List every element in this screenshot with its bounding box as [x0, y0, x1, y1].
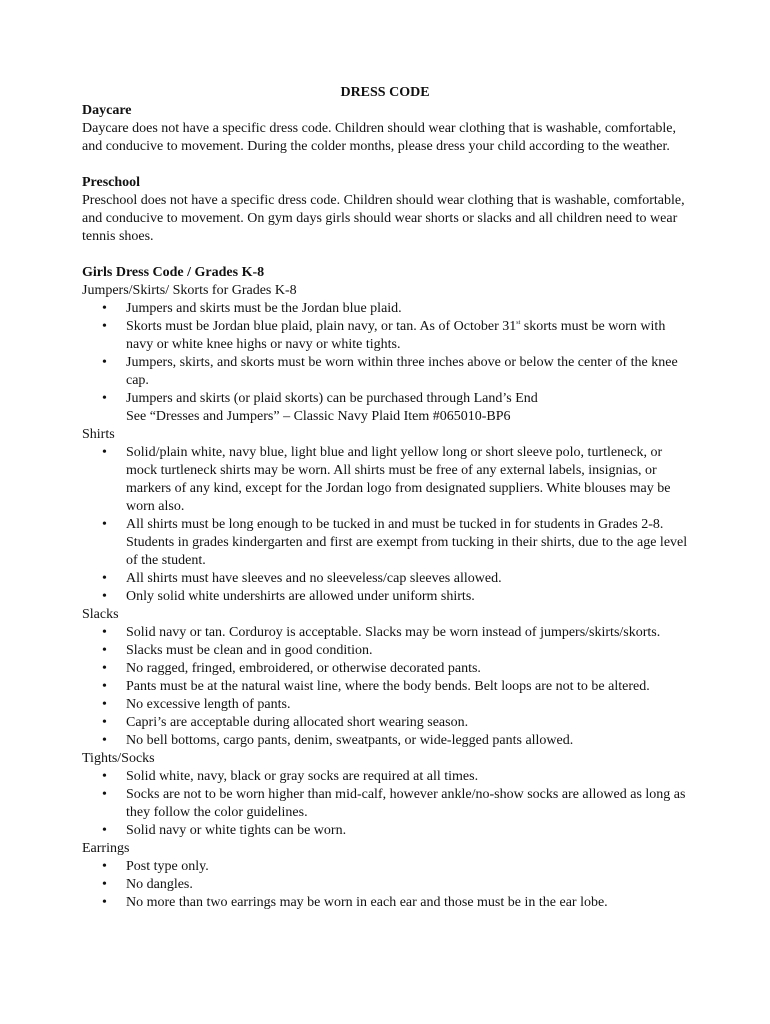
tights-socks-subheading: Tights/Socks — [82, 751, 155, 766]
shirts-list — [82, 444, 692, 606]
tights-socks-list — [82, 768, 692, 840]
page-title: DRESS CODE — [340, 85, 430, 100]
list-item: • Jumpers, skirts, and skorts must be worn within three inches above or below the center of the knee cap. — [102, 355, 678, 388]
list-item: • Solid/plain white, navy blue, light blue and light yellow long or short sleeve polo, turtleneck, or mock turtleneck shirts may be worn. All shirts must be free of any external labels, insignias, or markers of any kind, except for the Jordan logo from designated suppliers. White blouses may be worn also. — [102, 445, 671, 514]
jumpers-list — [82, 300, 692, 408]
list-item: • Slacks must be clean and in good condition. — [102, 643, 373, 658]
list-item: • Solid navy or white tights can be worn. — [102, 823, 347, 838]
preschool-paragraph: Preschool does not have a specific dress code. Children should wear clothing that is washable, comfortable, and conducive to movement. On gym days girls should wear shorts or slacks and all children need to wear tennis shoes. — [82, 193, 685, 244]
list-item: • Only solid white undershirts are allowed under uniform shirts. — [102, 589, 475, 604]
list-item: • Jumpers and skirts (or plaid skorts) can be purchased through Land’s End — [102, 391, 538, 406]
list-item: • No bell bottoms, cargo pants, denim, sweatpants, or wide-legged pants allowed. — [102, 733, 574, 748]
document-body — [82, 102, 692, 912]
list-item: • Post type only. — [102, 859, 209, 874]
daycare-paragraph: Daycare does not have a specific dress code. Children should wear clothing that is washable, comfortable, and conducive to movement. During the colder months, please dress your child according to the weather. — [82, 121, 677, 154]
list-item: • Socks are not to be worn higher than mid-calf, however ankle/no-show socks are allowed as long as they follow the color guidelines. — [102, 787, 686, 820]
girls-dress-code-heading: Girls Dress Code / Grades K-8 — [82, 265, 265, 280]
list-item: • No more than two earrings may be worn in each ear and those must be in the ear lobe. — [102, 895, 608, 910]
list-item: • All shirts must be long enough to be tucked in and must be tucked in for students in Grades 2-8. Students in grades kindergarten and first are exempt from tucking in their shirts, due to the age level of the student. — [102, 517, 688, 568]
list-item: • All shirts must have sleeves and no sleeveless/cap sleeves allowed. — [102, 571, 502, 586]
lands-end-note: See “Dresses and Jumpers” – Classic Navy Plaid Item #065010-BP6 — [126, 409, 511, 424]
list-item: • Solid navy or tan. Corduroy is acceptable. Slacks may be worn instead of jumpers/skirts/skorts. — [102, 625, 661, 640]
list-item: • Pants must be at the natural waist line, where the body bends. Belt loops are not to be altered. — [102, 679, 650, 694]
daycare-heading: Daycare — [82, 103, 132, 118]
list-item: • Skorts must be Jordan blue plaid, plain navy, or tan. As of October 31st skorts must be worn with navy or white knee highs or navy or white tights. — [102, 319, 666, 352]
shirts-subheading: Shirts — [82, 427, 115, 442]
list-item: • No excessive length of pants. — [102, 697, 291, 712]
list-item: • Solid white, navy, black or gray socks are required at all times. — [102, 769, 479, 784]
preschool-heading: Preschool — [82, 175, 141, 190]
earrings-subheading: Earrings — [82, 841, 130, 856]
list-item: • No ragged, fringed, embroidered, or otherwise decorated pants. — [102, 661, 481, 676]
list-item: • Capri’s are acceptable during allocated short wearing season. — [102, 715, 469, 730]
list-item: • Jumpers and skirts must be the Jordan blue plaid. — [102, 301, 402, 316]
earrings-list — [82, 858, 692, 912]
jumpers-subheading: Jumpers/Skirts/ Skorts for Grades K-8 — [82, 283, 297, 298]
slacks-subheading: Slacks — [82, 607, 119, 622]
slacks-list — [82, 624, 692, 750]
ordinal-superscript: st — [516, 320, 521, 326]
list-item: • No dangles. — [102, 877, 193, 892]
